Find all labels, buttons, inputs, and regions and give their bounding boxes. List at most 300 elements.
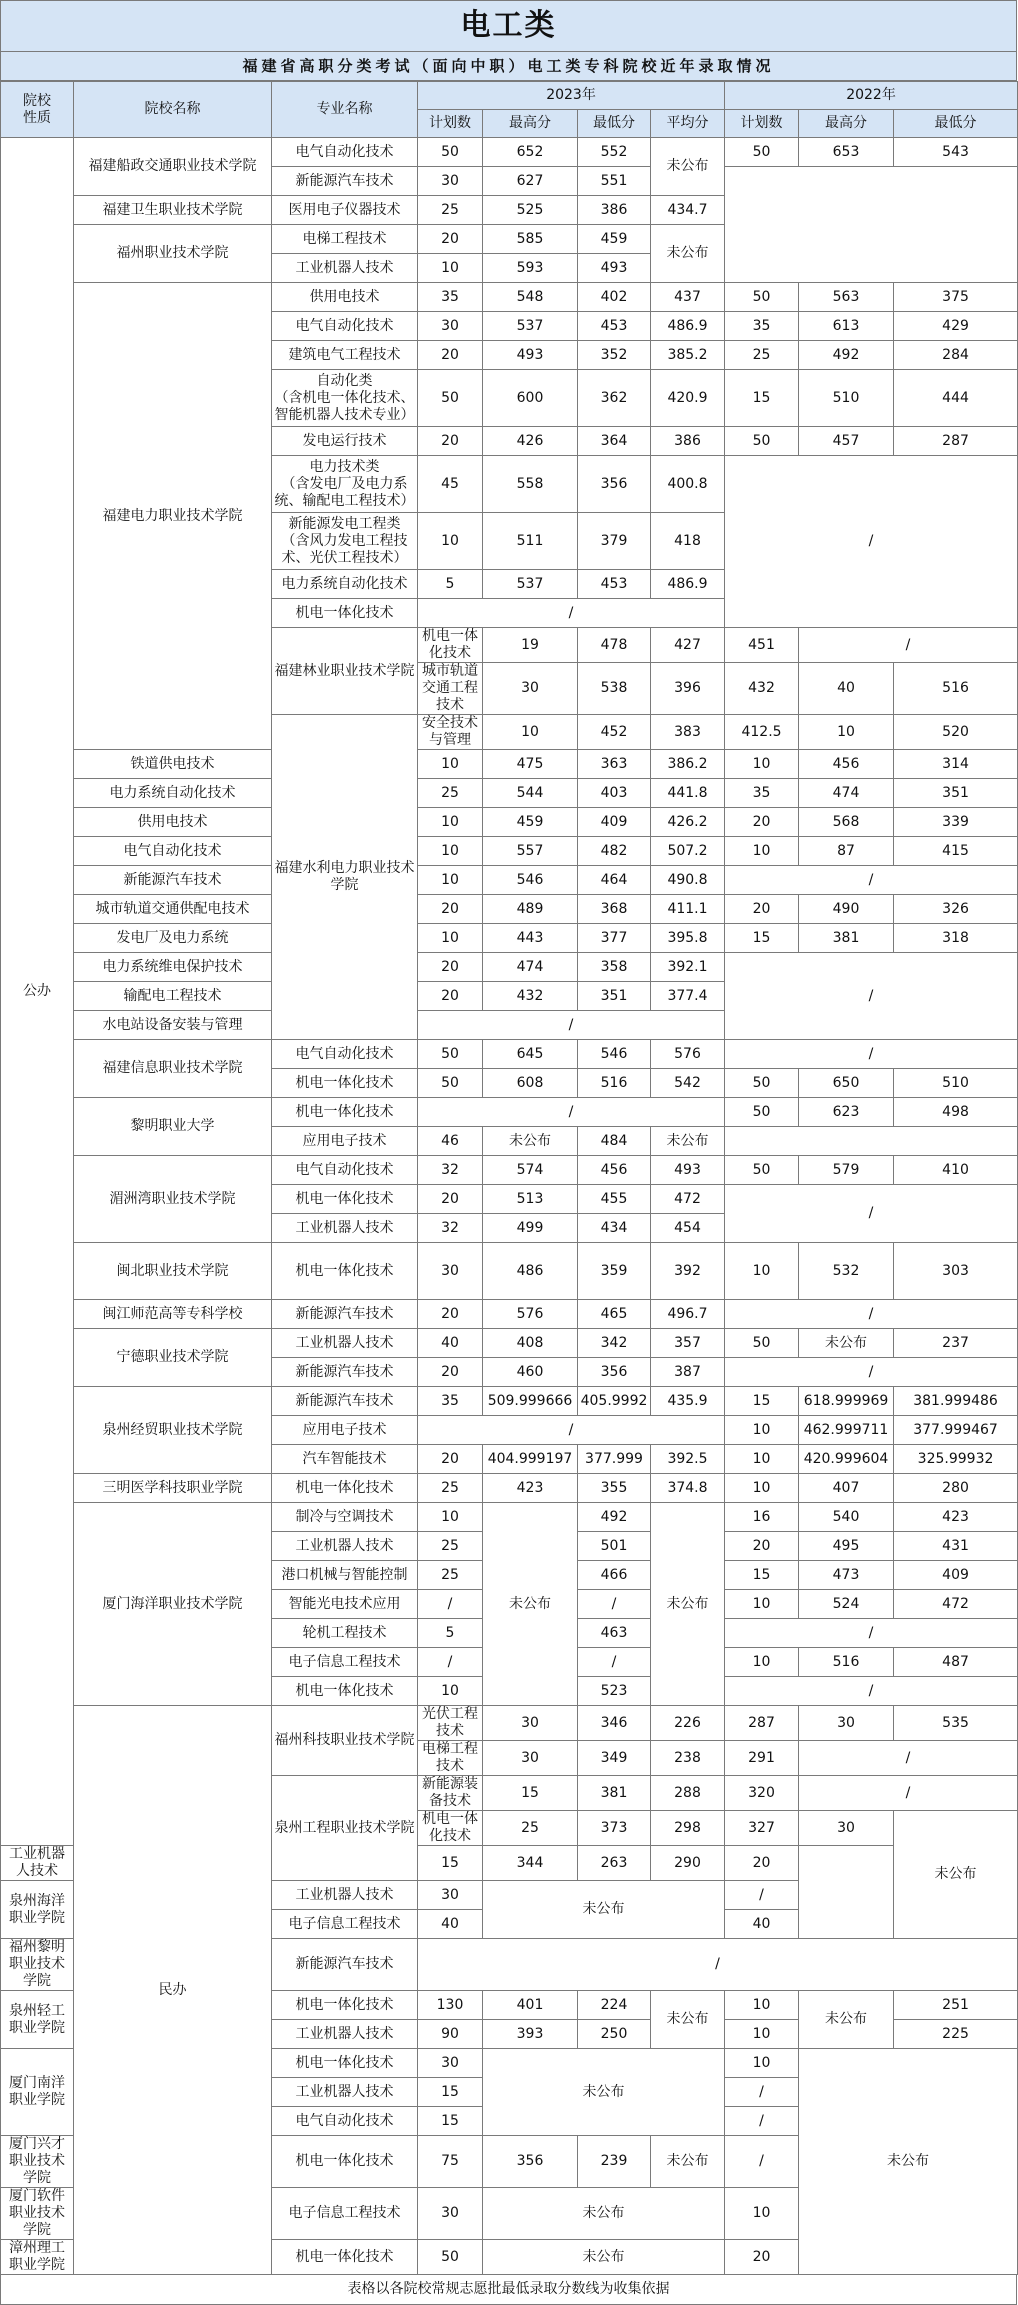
table-cell: 251 xyxy=(894,1991,1018,2020)
table-cell: / xyxy=(418,1648,483,1677)
table-cell: 405.9992 xyxy=(578,1387,651,1416)
table-cell: 326 xyxy=(894,895,1018,924)
table-cell: 应用电子技术 xyxy=(272,1127,418,1156)
table-cell: 光伏工程技术 xyxy=(418,1706,483,1741)
table-cell: 407 xyxy=(799,1474,894,1503)
table-cell: 287 xyxy=(894,427,1018,456)
table-cell: 542 xyxy=(651,1069,725,1098)
table-cell: 381.999486 xyxy=(894,1387,1018,1416)
table-cell: 339 xyxy=(894,808,1018,837)
table-cell: 10 xyxy=(725,1991,799,2020)
table-cell: 225 xyxy=(894,2020,1018,2049)
table-cell: 404.999197 xyxy=(483,1445,578,1474)
table-cell: 30 xyxy=(799,1706,894,1741)
table-row xyxy=(1,750,1018,779)
table-cell: 386 xyxy=(651,427,725,456)
table-cell: 453 xyxy=(578,570,651,599)
table-cell: 224 xyxy=(578,1991,651,2020)
table-cell: 10 xyxy=(418,750,483,779)
table-cell: 356 xyxy=(483,2136,578,2188)
table-cell: 10 xyxy=(725,2049,799,2078)
table-cell: 工业机器人技术 xyxy=(272,254,418,283)
table-cell: 25 xyxy=(418,1532,483,1561)
table-cell: 民办 xyxy=(74,1706,272,2275)
table-cell: 563 xyxy=(799,283,894,312)
table-row xyxy=(1,138,1018,167)
table-cell: 509.999666 xyxy=(483,1387,578,1416)
table-cell: 10 xyxy=(725,1416,799,1445)
table-cell: 10 xyxy=(725,2020,799,2049)
table-cell: 新能源汽车技术 xyxy=(272,1358,418,1387)
table-cell: 459 xyxy=(483,808,578,837)
table-cell: 226 xyxy=(651,1706,725,1741)
table-cell: 50 xyxy=(418,2240,483,2275)
table-cell: 25 xyxy=(418,1474,483,1503)
table-cell: 新能源发电工程类 （含风力发电工程技术、光伏工程技术） xyxy=(272,513,418,570)
table-cell: 551 xyxy=(578,167,651,196)
table-cell: 工业机器人技术 xyxy=(272,1214,418,1243)
table-cell: 460 xyxy=(483,1358,578,1387)
table-cell: 工业机器人技术 xyxy=(272,1881,418,1910)
table-cell: 10 xyxy=(725,750,799,779)
header-2023-max: 最高分 xyxy=(483,110,578,138)
table-cell: 福建水利电力职业技术学院 xyxy=(272,715,418,1040)
table-cell: 新能源汽车技术 xyxy=(272,1300,418,1329)
table-cell: 10 xyxy=(725,2188,799,2240)
table-cell: 472 xyxy=(651,1185,725,1214)
table-cell: 535 xyxy=(894,1706,1018,1741)
table-cell: 厦门海洋职业技术学院 xyxy=(74,1503,272,1706)
table-cell: / xyxy=(725,866,1018,895)
table-cell: 公办 xyxy=(1,138,74,1846)
table-cell: 10 xyxy=(725,1474,799,1503)
table-cell: 548 xyxy=(483,283,578,312)
table-cell: 泉州轻工职业学院 xyxy=(1,1991,74,2049)
table-cell: 5 xyxy=(418,1619,483,1648)
table-row xyxy=(1,1474,1018,1503)
table-cell: 10 xyxy=(725,1648,799,1677)
table-cell: 汽车智能技术 xyxy=(272,1445,418,1474)
table-cell: 水电站设备安装与管理 xyxy=(74,1011,272,1040)
table-cell: 492 xyxy=(799,341,894,370)
table-cell: 20 xyxy=(418,1358,483,1387)
table-cell: 35 xyxy=(725,312,799,341)
page-title: 电工类 xyxy=(0,0,1017,51)
table-cell: 20 xyxy=(725,1532,799,1561)
table-cell: 电梯工程技术 xyxy=(272,225,418,254)
table-cell: 城市轨道交通供配电技术 xyxy=(74,895,272,924)
table-cell: 287 xyxy=(725,1706,799,1741)
table-cell: 30 xyxy=(483,1741,578,1776)
table-cell: 20 xyxy=(418,1300,483,1329)
table-cell: 20 xyxy=(725,895,799,924)
table-cell: 464 xyxy=(578,866,651,895)
table-cell: 新能源装备技术 xyxy=(418,1776,483,1811)
table-cell: 46 xyxy=(418,1127,483,1156)
table-cell: 20 xyxy=(725,2240,799,2275)
table-cell: 513 xyxy=(483,1185,578,1214)
table-cell: 325.99932 xyxy=(894,1445,1018,1474)
table-cell: 537 xyxy=(483,570,578,599)
table-cell: 35 xyxy=(418,283,483,312)
table-cell: 工业机器人技术 xyxy=(272,1329,418,1358)
table-cell: 652 xyxy=(483,138,578,167)
table-cell: 489 xyxy=(483,895,578,924)
table-cell: 579 xyxy=(799,1156,894,1185)
table-cell: 478 xyxy=(578,628,651,663)
table-cell: 288 xyxy=(651,1776,725,1811)
table-cell: 应用电子技术 xyxy=(272,1416,418,1445)
table-cell: 厦门软件职业技术学院 xyxy=(1,2188,74,2240)
table-cell: 427 xyxy=(651,628,725,663)
table-cell: 355 xyxy=(578,1474,651,1503)
table-cell: / xyxy=(725,953,1018,1040)
table-cell: 50 xyxy=(725,283,799,312)
table-cell: 机电一体化技术 xyxy=(272,2136,418,2188)
table-cell: 厦门兴才职业技术学院 xyxy=(1,2136,74,2188)
table-cell: 412.5 xyxy=(725,715,799,750)
table-cell: 25 xyxy=(418,196,483,225)
table-cell: 10 xyxy=(418,924,483,953)
table-cell: 342 xyxy=(578,1329,651,1358)
table-cell: 437 xyxy=(651,283,725,312)
table-cell: 自动化类 （含机电一体化技术、智能机器人技术专业） xyxy=(272,370,418,427)
table-cell: 宁德职业技术学院 xyxy=(74,1329,272,1387)
table-cell: 30 xyxy=(418,312,483,341)
table-cell: 420.9 xyxy=(651,370,725,427)
table-cell: 472 xyxy=(894,1590,1018,1619)
table-cell: 40 xyxy=(725,1910,799,1939)
table-cell: 346 xyxy=(578,1706,651,1741)
table-cell: 434 xyxy=(578,1214,651,1243)
table-cell: 15 xyxy=(725,1561,799,1590)
header-2023-plan: 计划数 xyxy=(418,110,483,138)
table-cell: 568 xyxy=(799,808,894,837)
table-cell: 未公布 xyxy=(799,1329,894,1358)
table-cell: 381 xyxy=(578,1776,651,1811)
table-cell: 510 xyxy=(894,1069,1018,1098)
table-cell: 627 xyxy=(483,167,578,196)
table-cell: 400.8 xyxy=(651,456,725,513)
table-cell: 未公布 xyxy=(651,2136,725,2188)
header-2022-plan: 计划数 xyxy=(725,110,799,138)
table-cell: 546 xyxy=(483,866,578,895)
table-cell: / xyxy=(799,1741,1018,1776)
table-cell: 558 xyxy=(483,456,578,513)
table-cell: 工业机器人技术 xyxy=(1,1846,74,1881)
table-cell: 403 xyxy=(578,779,651,808)
table-cell: 493 xyxy=(651,1156,725,1185)
table-cell: 75 xyxy=(418,2136,483,2188)
table-cell: 507.2 xyxy=(651,837,725,866)
table-cell: 未公布 xyxy=(651,138,725,196)
table-cell: 机电一体化技术 xyxy=(272,1677,418,1706)
table-cell: 机电一体化技术 xyxy=(272,1991,418,2020)
table-cell: 电力系统自动化技术 xyxy=(74,779,272,808)
table-cell: 387 xyxy=(651,1358,725,1387)
table-cell: 未公布 xyxy=(651,1127,725,1156)
header-2023: 2023年 xyxy=(418,82,725,110)
table-cell: 工业机器人技术 xyxy=(272,2078,418,2107)
table-cell: 290 xyxy=(651,1846,725,1881)
table-cell: / xyxy=(799,628,1018,663)
table-cell: 电子信息工程技术 xyxy=(272,1910,418,1939)
table-cell: 426 xyxy=(483,427,578,456)
table-cell: 457 xyxy=(799,427,894,456)
table-row xyxy=(1,953,1018,982)
table-cell: 35 xyxy=(725,779,799,808)
table-cell: 408 xyxy=(483,1329,578,1358)
table-cell: 501 xyxy=(578,1532,651,1561)
table-row xyxy=(1,1243,1018,1300)
table-cell: 40 xyxy=(799,663,894,715)
table-cell: 50 xyxy=(725,1156,799,1185)
table-cell: 30 xyxy=(418,167,483,196)
table-cell: 524 xyxy=(799,1590,894,1619)
table-cell: 10 xyxy=(418,1503,483,1532)
table-cell: 352 xyxy=(578,341,651,370)
table-cell: 613 xyxy=(799,312,894,341)
table-cell: 396 xyxy=(651,663,725,715)
table-cell: 20 xyxy=(418,982,483,1011)
table-cell: 392 xyxy=(651,1243,725,1300)
table-cell: / xyxy=(578,1648,651,1677)
table-cell: / xyxy=(418,1098,725,1127)
table-cell: 576 xyxy=(651,1040,725,1069)
table-cell: 516 xyxy=(894,663,1018,715)
table-cell: 525 xyxy=(483,196,578,225)
table-cell: 377.999 xyxy=(578,1445,651,1474)
table-cell: 15 xyxy=(483,1776,578,1811)
table-cell: 263 xyxy=(578,1846,651,1881)
table-cell: / xyxy=(418,1939,1018,1991)
table-cell: 423 xyxy=(483,1474,578,1503)
table-cell: 429 xyxy=(894,312,1018,341)
table-cell: 工业机器人技术 xyxy=(272,2020,418,2049)
table-cell: / xyxy=(725,2136,799,2188)
table-cell: 电气自动化技术 xyxy=(272,1156,418,1185)
table-cell: 50 xyxy=(725,427,799,456)
table-cell: 409 xyxy=(578,808,651,837)
table-cell: 537 xyxy=(483,312,578,341)
table-cell: 432 xyxy=(725,663,799,715)
table-cell: 511 xyxy=(483,513,578,570)
table-cell: 漳州理工职业学院 xyxy=(1,2240,74,2275)
table-cell: 410 xyxy=(894,1156,1018,1185)
table-cell: 431 xyxy=(894,1532,1018,1561)
table-cell: 363 xyxy=(578,750,651,779)
table-cell: 498 xyxy=(894,1098,1018,1127)
table-cell: 福州职业技术学院 xyxy=(74,225,272,283)
table-cell: 35 xyxy=(418,1387,483,1416)
table-cell: / xyxy=(418,1416,725,1445)
header-2022-max: 最高分 xyxy=(799,110,894,138)
table-cell: 19 xyxy=(483,628,578,663)
table-cell: 20 xyxy=(418,427,483,456)
table-cell: 机电一体化技术 xyxy=(272,2049,418,2078)
table-cell: / xyxy=(725,1677,1018,1706)
table-cell: 制冷与空调技术 xyxy=(272,1503,418,1532)
table-cell: 418 xyxy=(651,513,725,570)
table-cell: 474 xyxy=(483,953,578,982)
table-cell: 557 xyxy=(483,837,578,866)
table-cell: 486.9 xyxy=(651,312,725,341)
table-footnote: 表格以各院校常规志愿批最低录取分数线为收集依据 xyxy=(0,2275,1017,2305)
table-cell: 90 xyxy=(418,2020,483,2049)
table-cell: 284 xyxy=(894,341,1018,370)
table-cell: 377.999467 xyxy=(894,1416,1018,1445)
table-cell: 650 xyxy=(799,1069,894,1098)
table-cell: 未公布 xyxy=(799,2049,1018,2275)
table-cell: 484 xyxy=(578,1127,651,1156)
table-cell: 机电一体化技术 xyxy=(272,1474,418,1503)
table-cell: 电梯工程技术 xyxy=(418,1741,483,1776)
table-cell: 538 xyxy=(578,663,651,715)
table-cell: 280 xyxy=(894,1474,1018,1503)
table-cell: 320 xyxy=(725,1776,799,1811)
table-cell: 373 xyxy=(578,1811,651,1846)
table-cell: 15 xyxy=(725,924,799,953)
table-cell: 357 xyxy=(651,1329,725,1358)
header-major: 专业名称 xyxy=(272,82,418,138)
table-cell: 电气自动化技术 xyxy=(272,1040,418,1069)
table-cell: 20 xyxy=(418,1445,483,1474)
table-cell: 645 xyxy=(483,1040,578,1069)
table-cell: 机电一体化技术 xyxy=(272,1098,418,1127)
table-cell: 653 xyxy=(799,138,894,167)
table-cell: 291 xyxy=(725,1741,799,1776)
table-cell: 593 xyxy=(483,254,578,283)
table-cell: 420.999604 xyxy=(799,1445,894,1474)
table-cell: 314 xyxy=(894,750,1018,779)
table-cell: 375 xyxy=(894,283,1018,312)
table-cell: 20 xyxy=(418,341,483,370)
table-cell: 318 xyxy=(894,924,1018,953)
table-cell: / xyxy=(418,1590,483,1619)
table-cell: 462.999711 xyxy=(799,1416,894,1445)
table-cell: 15 xyxy=(418,1846,483,1881)
table-cell: 福建林业职业技术学院 xyxy=(272,628,418,715)
table-cell: 新能源汽车技术 xyxy=(74,866,272,895)
table-cell: / xyxy=(418,599,725,628)
table-cell: 364 xyxy=(578,427,651,456)
table-row xyxy=(1,1156,1018,1185)
table-cell: 401 xyxy=(483,1991,578,2020)
table-row xyxy=(1,1503,1018,1532)
table-cell: 238 xyxy=(651,1741,725,1776)
table-cell: 451 xyxy=(725,628,799,663)
table-cell: 486.9 xyxy=(651,570,725,599)
table-cell: 电子信息工程技术 xyxy=(272,1648,418,1677)
table-cell: 344 xyxy=(483,1846,578,1881)
page-subtitle: 福建省高职分类考试（面向中职）电工类专科院校近年录取情况 xyxy=(0,51,1017,81)
table-cell: 386.2 xyxy=(651,750,725,779)
table-cell: 10 xyxy=(418,866,483,895)
table-cell: 523 xyxy=(578,1677,651,1706)
table-cell: 435.9 xyxy=(651,1387,725,1416)
table-cell: 电力技术类 （含发电厂及电力系统、输配电工程技术） xyxy=(272,456,418,513)
table-cell: 351 xyxy=(894,779,1018,808)
table-cell: 356 xyxy=(578,456,651,513)
table-cell: 383 xyxy=(651,715,725,750)
table-cell: 465 xyxy=(578,1300,651,1329)
table-cell: 585 xyxy=(483,225,578,254)
table-cell: 356 xyxy=(578,1358,651,1387)
table-cell: 385.2 xyxy=(651,341,725,370)
table-cell: 381 xyxy=(799,924,894,953)
table-cell: 50 xyxy=(725,1329,799,1358)
table-cell: / xyxy=(725,1881,799,1910)
table-cell: 机电一体化技术 xyxy=(272,2240,418,2275)
table-cell: 250 xyxy=(578,2020,651,2049)
table-cell: 443 xyxy=(483,924,578,953)
table-cell: 303 xyxy=(894,1243,1018,1300)
table-cell: 泉州工程职业技术学院 xyxy=(272,1776,418,1881)
table-cell: 474 xyxy=(799,779,894,808)
table-cell: 电气自动化技术 xyxy=(272,2107,418,2136)
table-cell: 16 xyxy=(725,1503,799,1532)
table-cell: 湄洲湾职业技术学院 xyxy=(74,1156,272,1243)
table-cell: 未公布 xyxy=(651,1991,725,2049)
table-cell: / xyxy=(725,1300,1018,1329)
table-cell: 492 xyxy=(578,1503,651,1532)
table-cell: 机电一体化技术 xyxy=(418,628,483,663)
table-cell: 40 xyxy=(418,1910,483,1939)
table-cell: 495 xyxy=(799,1532,894,1561)
table-cell: 409 xyxy=(894,1561,1018,1590)
table-cell: 20 xyxy=(725,808,799,837)
table-cell: 50 xyxy=(725,138,799,167)
table-cell: 10 xyxy=(418,1677,483,1706)
table-cell: 50 xyxy=(418,1040,483,1069)
table-cell: 444 xyxy=(894,370,1018,427)
table-cell: 供用电技术 xyxy=(272,283,418,312)
table-cell: 377 xyxy=(578,924,651,953)
table-cell: 25 xyxy=(418,779,483,808)
table-cell: 298 xyxy=(651,1811,725,1846)
table-cell: 福建信息职业技术学院 xyxy=(74,1040,272,1098)
table-cell: 发电运行技术 xyxy=(272,427,418,456)
table-row xyxy=(1,866,1018,895)
table-cell: 520 xyxy=(894,715,1018,750)
table-cell: 20 xyxy=(418,1185,483,1214)
table-cell: 10 xyxy=(725,1445,799,1474)
table-cell: 359 xyxy=(578,1243,651,1300)
table-cell: 10 xyxy=(725,837,799,866)
table-row xyxy=(1,895,1018,924)
table-cell: 482 xyxy=(578,837,651,866)
table-cell: 473 xyxy=(799,1561,894,1590)
table-cell: 未公布 xyxy=(483,2188,725,2240)
table-cell: 未公布 xyxy=(483,2049,725,2136)
table-cell: 454 xyxy=(651,1214,725,1243)
table-cell: 455 xyxy=(578,1185,651,1214)
table-cell: 输配电工程技术 xyxy=(74,982,272,1011)
table-cell: 30 xyxy=(418,1881,483,1910)
table-row xyxy=(1,1300,1018,1329)
table-cell: 50 xyxy=(725,1098,799,1127)
table-cell: 泉州经贸职业技术学院 xyxy=(74,1387,272,1474)
table-cell: 475 xyxy=(483,750,578,779)
table-cell: 轮机工程技术 xyxy=(272,1619,418,1648)
table-cell: 未公布 xyxy=(799,1991,894,2049)
table-cell: 466 xyxy=(578,1561,651,1590)
table-cell: 25 xyxy=(483,1811,578,1846)
table-cell: 452 xyxy=(578,715,651,750)
table-cell: 576 xyxy=(483,1300,578,1329)
table-cell: 15 xyxy=(418,2078,483,2107)
table-cell: 426.2 xyxy=(651,808,725,837)
